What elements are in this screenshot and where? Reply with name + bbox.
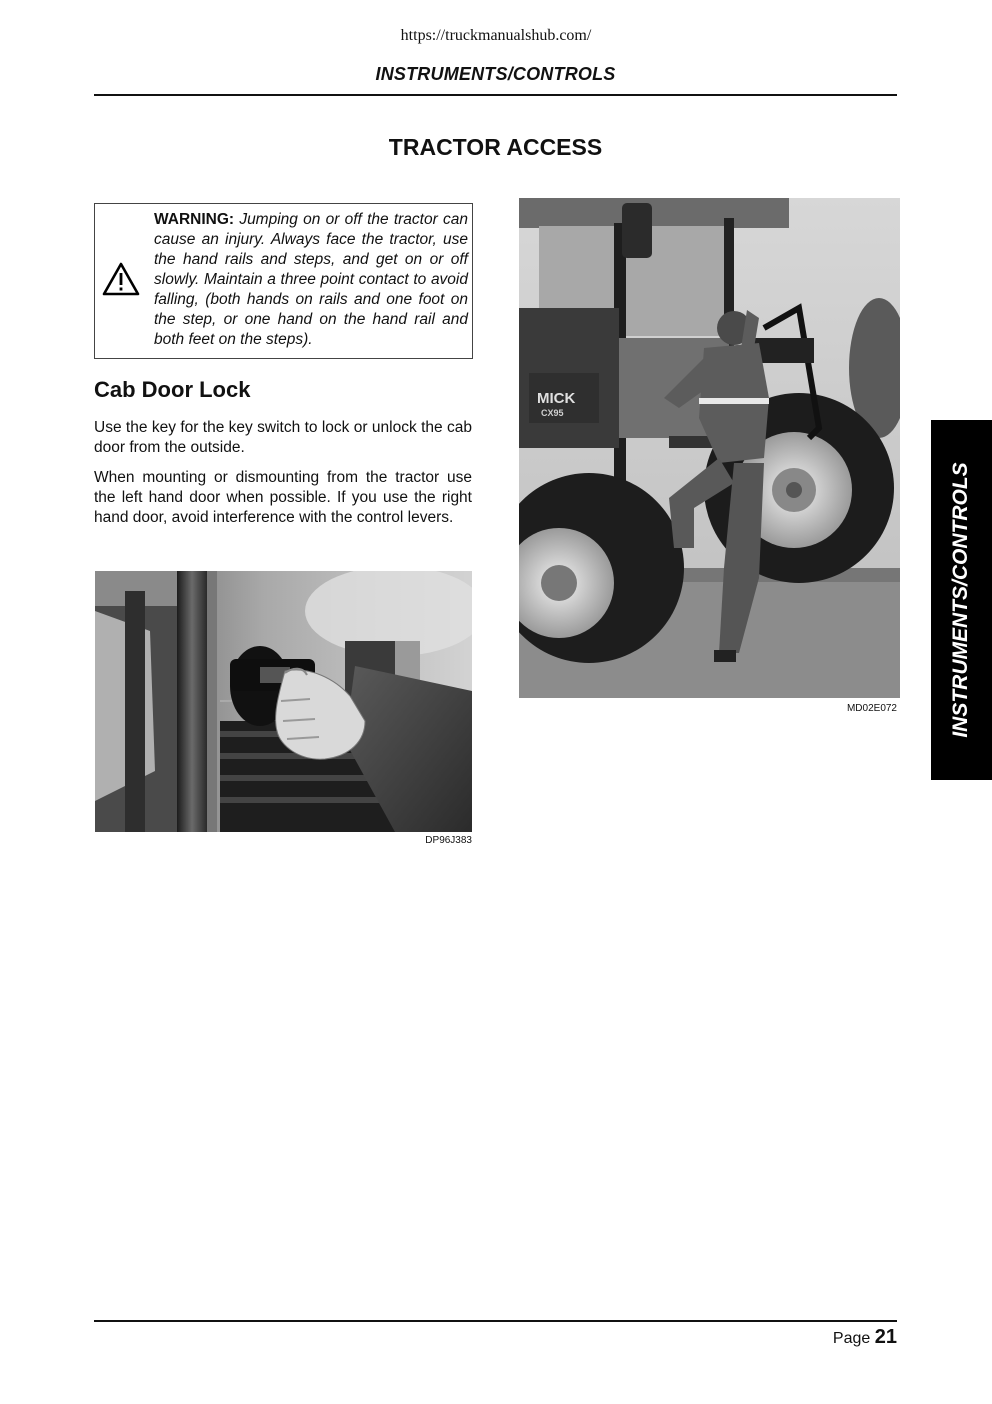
page-number [797,1326,897,1349]
page-number-value: 21 [874,1326,897,1348]
footer-rule [94,1320,897,1322]
figure-code-tractor: MD02E072 [846,703,897,714]
side-section-tab [931,420,992,780]
cab-door-lock-photo [95,571,472,832]
warning-body: Jumping on or off the tractor can cause an injury. Always face the tractor, use the hand rails and steps, and get on or off slowly. Maintain a three point contact to avoid falling, (both hands on rails and one foot on the step, or one hand on the hand rail and both feet on the steps). [154,211,468,348]
side-tab-label: INSTRUMENTS/CONTROLS [949,462,972,738]
tractor-model-text: CX95 [541,408,564,418]
warning-triangle-icon [102,262,140,296]
running-header: INSTRUMENTS/CONTROLS [375,64,616,84]
source-url: https://truckmanualshub.com/ [400,27,592,44]
cab-door-lock-heading: Cab Door Lock [94,377,251,402]
warning-text [154,210,468,350]
figure-code-lock: DP96J383 [425,835,472,846]
header-rule [94,94,897,96]
paragraph-key-switch: Use the key for the key switch to lock or unlock the cab door from the outside. [94,419,472,456]
tractor-access-photo [519,198,900,698]
page-title: TRACTOR ACCESS [388,134,603,160]
warning-label: WARNING: [154,211,235,228]
paragraph-mounting: When mounting or dismounting from the tractor use the left hand door when possible. If you use the right hand door, avoid interference with the control levers. [94,469,472,526]
tractor-brand-text: MICK [537,390,576,407]
page-label: Page [832,1330,871,1347]
warning-box [94,203,473,359]
